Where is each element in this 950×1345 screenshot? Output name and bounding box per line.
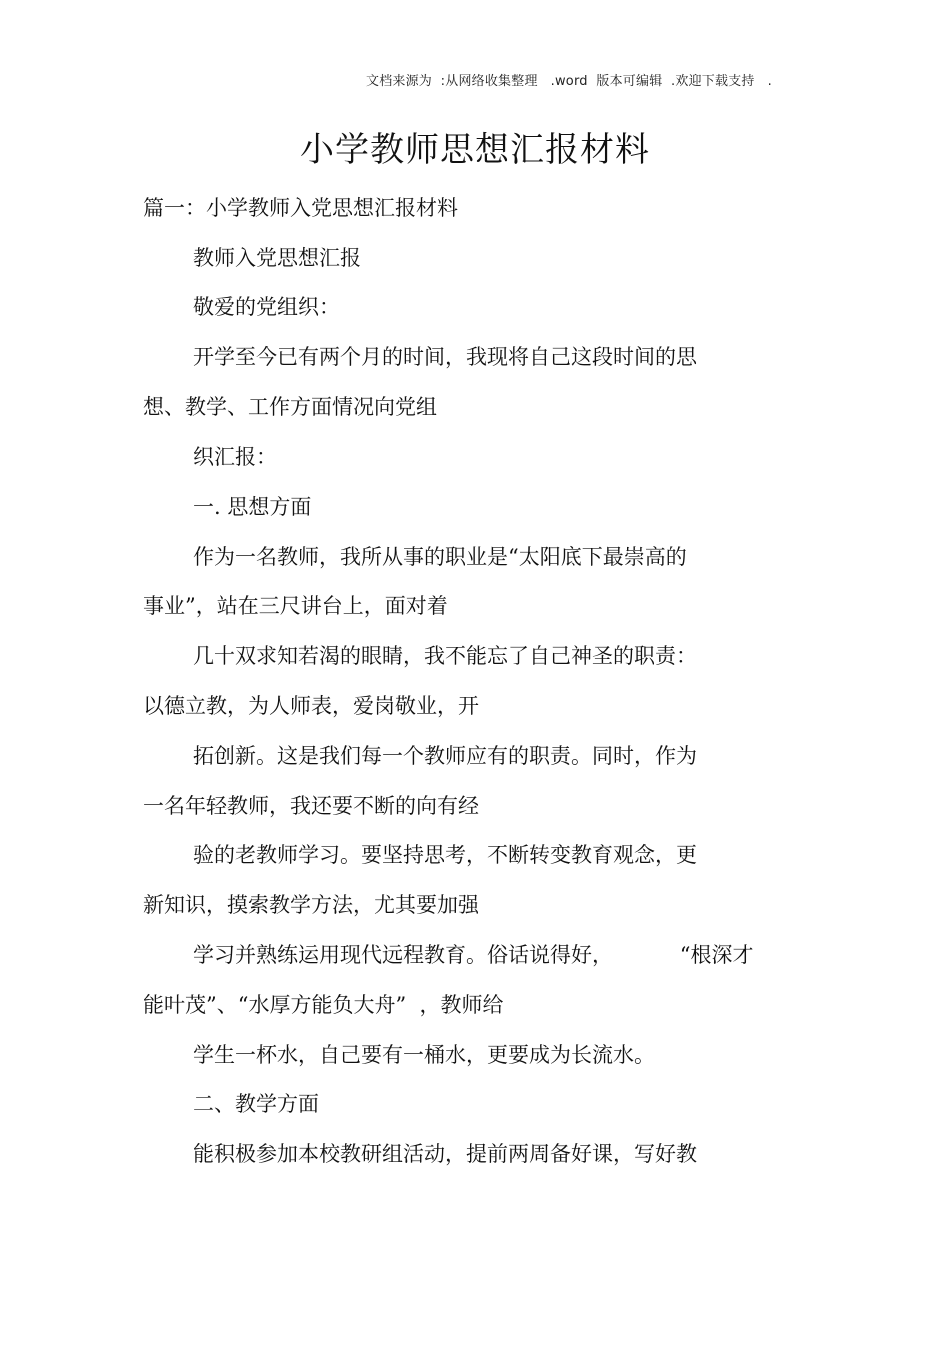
paragraph-line: 想、教学、工作方面情况向党组: [143, 395, 437, 419]
paragraph-line: 开学至今已有两个月的时间，我现将自己这段时间的思: [193, 345, 697, 369]
paragraph-line: 事业”，站在三尺讲台上，面对着: [143, 594, 448, 618]
paragraph-line: 一. 思想方面: [193, 495, 312, 519]
paragraph-line: 几十双求知若渴的眼睛，我不能忘了自己神圣的职责：: [193, 644, 697, 668]
paragraph-line: 能积极参加本校教研组活动，提前两周备好课，写好教: [193, 1142, 697, 1166]
paragraph-line: 二、教学方面: [193, 1092, 319, 1116]
paragraph-line: 敬爱的党组织：: [193, 295, 340, 319]
paragraph-line: 作为一名教师，我所从事的职业是“太阳底下最崇高的: [193, 545, 687, 569]
paragraph-line: 验的老教师学习。要坚持思考，不断转变教育观念，更: [193, 843, 697, 867]
paragraph-line: 一名年轻教师，我还要不断的向有经: [143, 794, 479, 818]
paragraph-line: 学习并熟练运用现代远程教育。俗话说得好， “根深才: [193, 943, 754, 967]
document-title: 小学教师思想汇报材料: [300, 130, 650, 170]
paragraph-line: 拓创新。这是我们每一个教师应有的职责。同时，作为: [193, 744, 697, 768]
paragraph-line: 教师入党思想汇报: [193, 246, 361, 270]
paragraph-line: 新知识，摸索教学方法，尤其要加强: [143, 893, 479, 917]
paragraph-line: 能叶茂”、“水厚方能负大舟” ，教师给: [143, 993, 504, 1017]
paragraph-line: 以德立教，为人师表，爱岗敬业，开: [143, 694, 479, 718]
section-heading: 篇一：小学教师入党思想汇报材料: [143, 196, 458, 220]
paragraph-line: 织汇报：: [193, 445, 277, 469]
paragraph-line: 学生一杯水，自己要有一桶水，更要成为长流水。: [193, 1043, 655, 1067]
header-note: 文档来源为 :从网络收集整理 .word 版本可编辑 .欢迎下载支持 .: [366, 74, 772, 89]
